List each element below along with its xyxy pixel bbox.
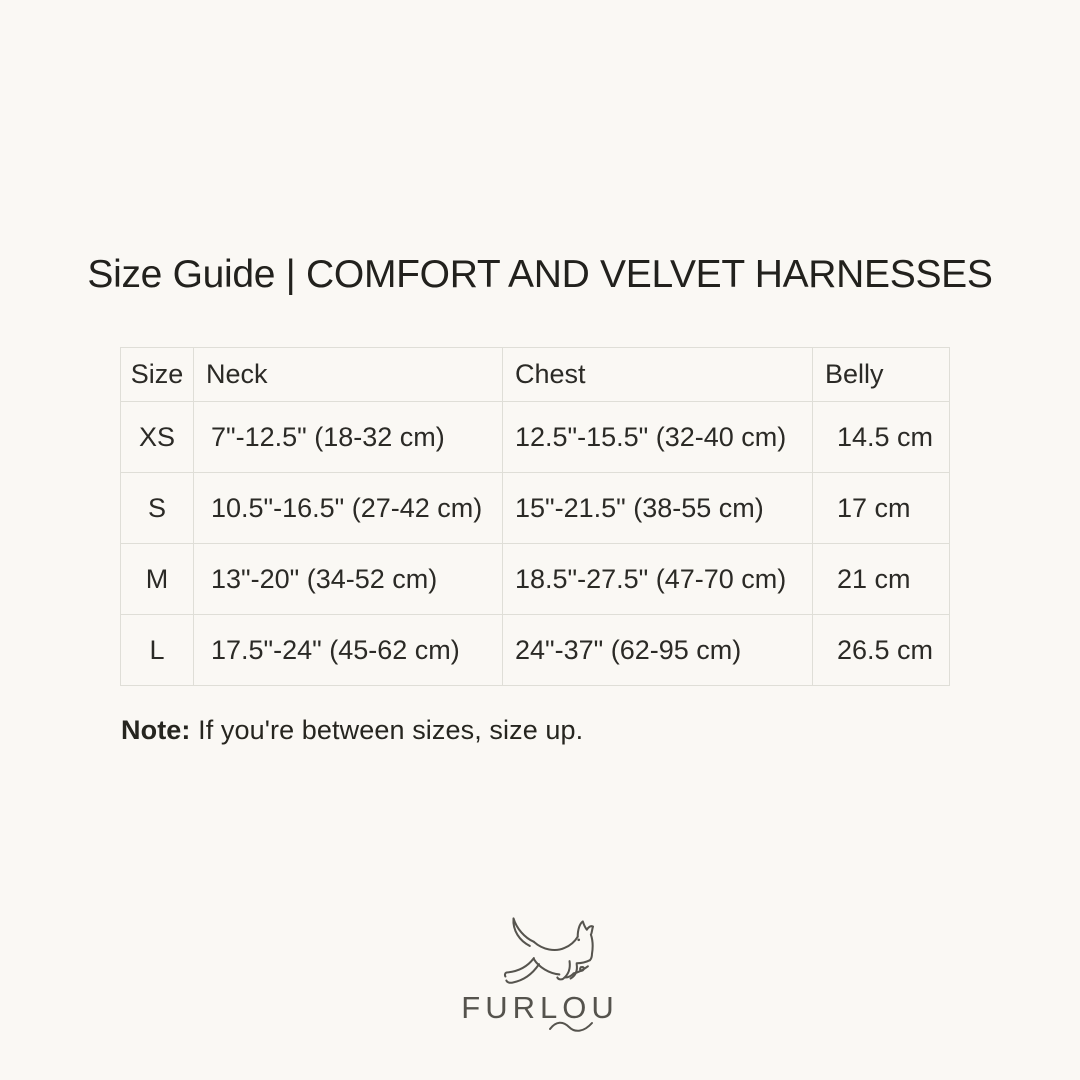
cell-belly: 26.5 cm xyxy=(813,615,950,686)
cell-size: M xyxy=(121,544,194,615)
leaping-dog-icon xyxy=(486,915,594,987)
cell-neck: 17.5"-24" (45-62 cm) xyxy=(194,615,503,686)
column-header-chest: Chest xyxy=(503,348,813,402)
cell-belly: 21 cm xyxy=(813,544,950,615)
cell-size: S xyxy=(121,473,194,544)
size-guide-table xyxy=(120,347,950,686)
cell-neck: 10.5"-16.5" (27-42 cm) xyxy=(194,473,503,544)
cell-chest: 18.5"-27.5" (47-70 cm) xyxy=(503,544,813,615)
table-row xyxy=(121,473,950,544)
wordmark-swash-icon xyxy=(548,1019,594,1033)
page-title: Size Guide | COMFORT AND VELVET HARNESSES xyxy=(87,253,993,296)
column-header-neck: Neck xyxy=(194,348,503,402)
cell-belly: 17 cm xyxy=(813,473,950,544)
table-header-row xyxy=(121,348,950,402)
cell-belly: 14.5 cm xyxy=(813,402,950,473)
cell-size: XS xyxy=(121,402,194,473)
column-header-size: Size xyxy=(121,348,194,402)
cell-neck: 13"-20" (34-52 cm) xyxy=(194,544,503,615)
cell-neck: 7"-12.5" (18-32 cm) xyxy=(194,402,503,473)
brand-wordmark: FURLOU xyxy=(461,990,619,1025)
table-row xyxy=(121,402,950,473)
note-text: If you're between sizes, size up. xyxy=(198,715,584,745)
cell-chest: 12.5"-15.5" (32-40 cm) xyxy=(503,402,813,473)
sizing-note xyxy=(121,715,583,746)
table-row xyxy=(121,544,950,615)
table-row xyxy=(121,615,950,686)
column-header-belly: Belly xyxy=(813,348,950,402)
cell-chest: 15"-21.5" (38-55 cm) xyxy=(503,473,813,544)
cell-chest: 24"-37" (62-95 cm) xyxy=(503,615,813,686)
cell-size: L xyxy=(121,615,194,686)
note-label: Note: xyxy=(121,715,191,745)
